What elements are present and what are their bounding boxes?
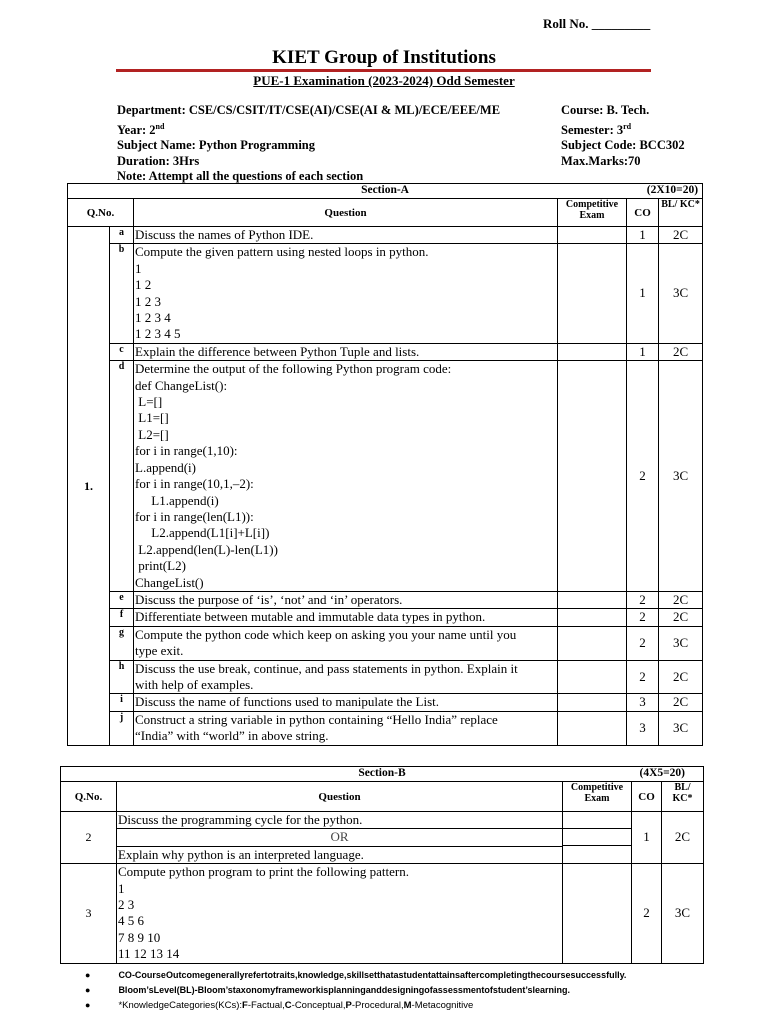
bl-value: 3C xyxy=(659,711,703,745)
question-letter: b xyxy=(110,244,134,343)
qno-header: Q.No. xyxy=(68,199,134,227)
question-line: 7 8 9 10 xyxy=(118,929,161,945)
question-1-row xyxy=(68,244,703,343)
question-line: for i in range(10,1,–2): xyxy=(135,476,254,492)
question-line: Discuss the name of functions used to manipulate the List. xyxy=(135,694,439,710)
competitive-exam-cell xyxy=(558,711,627,745)
question-line: Discuss the names of Python IDE. xyxy=(135,227,314,242)
question-line: Compute the python code which keep on asking you your name until you xyxy=(135,626,517,642)
max-marks: Max.Marks:70 xyxy=(561,153,641,168)
competitive-exam-cell xyxy=(558,660,627,694)
question-letter: g xyxy=(110,626,134,660)
bl-value: 2C xyxy=(659,694,703,711)
q3-co: 2 xyxy=(632,864,662,963)
roll-number: Roll No. _________ xyxy=(543,16,651,31)
section-a-table xyxy=(67,183,703,746)
question-line: “India” with “world” in above string. xyxy=(135,728,329,744)
question-text xyxy=(134,609,558,626)
meta-left xyxy=(117,103,500,185)
question-line: Compute python program to print the following pattern. xyxy=(118,864,410,880)
question-line: 1 2 3 4 5 xyxy=(135,326,181,342)
competitive-exam-cell xyxy=(558,244,627,343)
question-line: Discuss the purpose of ‘is’, ‘not’ and ‘in’ operators. xyxy=(135,591,403,607)
q2-or: OR xyxy=(117,829,562,846)
b-competitive-header: Competitive Exam xyxy=(563,782,632,812)
question-line: L.append(i) xyxy=(135,459,197,475)
subject-name: Subject Name: Python Programming xyxy=(117,138,316,153)
co-value: 2 xyxy=(627,626,659,660)
question-text xyxy=(134,711,558,745)
q3-number: 3 xyxy=(61,864,117,963)
semester: Semester: 3rd xyxy=(561,121,632,137)
question-text xyxy=(134,660,558,694)
question-1-row xyxy=(68,343,703,360)
exam-title: PUE-1 Examination (2023-2024) Odd Semester xyxy=(253,73,515,88)
section-b-marks: (4X5=20) xyxy=(639,767,686,779)
question-line: with help of examples. xyxy=(135,676,254,692)
question-1-row xyxy=(68,660,703,694)
question-1-row xyxy=(68,227,703,244)
competitive-exam-cell xyxy=(558,591,627,608)
subject-code: Subject Code: BCC302 xyxy=(561,138,685,153)
b-co-header: CO xyxy=(632,782,662,812)
question-1-row xyxy=(68,694,703,711)
co-value: 1 xyxy=(627,343,659,360)
question-letter: i xyxy=(110,694,134,711)
question-line: 1 xyxy=(135,260,142,276)
question-line: L2=[] xyxy=(135,426,169,442)
question-header: Question xyxy=(134,199,558,227)
competitive-exam-cell xyxy=(558,609,627,626)
bl-value: 2C xyxy=(659,227,703,244)
question-text xyxy=(134,227,558,244)
b-question-header: Question xyxy=(117,782,563,812)
bl-value: 2C xyxy=(659,591,703,608)
question-line: L1.append(i) xyxy=(135,492,219,508)
question-text xyxy=(134,694,558,711)
question-line: 1 xyxy=(118,880,125,896)
section-a-title-row xyxy=(68,184,703,199)
question-1-row xyxy=(68,626,703,660)
title-divider xyxy=(116,69,651,72)
co-value: 1 xyxy=(627,244,659,343)
question-line: print(L2) xyxy=(135,558,186,574)
question-line: for i in range(len(L1)): xyxy=(135,508,254,524)
q2-part2: Explain why python is an interpreted language. xyxy=(118,846,364,862)
question-letter: c xyxy=(110,343,134,360)
bl-value: 2C xyxy=(659,660,703,694)
bl-value: 3C xyxy=(659,361,703,592)
co-value: 3 xyxy=(627,694,659,711)
department: Department: CSE/CS/CSIT/IT/CSE(AI)/CSE(AI & ML)/ECE/EEE/ME xyxy=(117,103,501,117)
meta-right xyxy=(561,103,685,169)
course: Course: B. Tech. xyxy=(561,103,650,117)
question-line: L2.append(L1[i]+L[i]) xyxy=(135,525,270,541)
question-line: L=[] xyxy=(135,394,163,410)
question-number: 1. xyxy=(68,227,110,746)
question-line: Differentiate between mutable and immutable data types in python. xyxy=(135,609,486,625)
b-qno-header: Q.No. xyxy=(61,782,117,812)
co-header: CO xyxy=(627,199,659,227)
q2-competitive xyxy=(563,812,632,864)
question-line: Explain the difference between Python Tuple and lists. xyxy=(135,343,420,359)
co-value: 3 xyxy=(627,711,659,745)
bl-value: 2C xyxy=(659,343,703,360)
question-line: 1 2 xyxy=(135,277,152,293)
question-line: type exit. xyxy=(135,643,184,659)
q3-competitive xyxy=(563,864,632,963)
question-letter: j xyxy=(110,711,134,745)
question-1-row xyxy=(68,609,703,626)
co-value: 2 xyxy=(627,609,659,626)
b-bl-header: BL/ KC* xyxy=(662,782,704,812)
question-line: Discuss the use break, continue, and pass statements in python. Explain it xyxy=(135,660,518,676)
question-line: 11 12 13 14 xyxy=(118,946,180,962)
competitive-header: Competitive Exam xyxy=(558,199,627,227)
section-b-title: Section-B xyxy=(358,767,406,779)
question-line: 2 3 xyxy=(118,897,135,913)
footer-bl-note: ● Bloom’sLevel(BL)-Bloom’staxonomyframeworkisplanninganddesigningofassessmentofstudent’slearning. xyxy=(85,985,571,995)
question-letter: h xyxy=(110,660,134,694)
question-text xyxy=(134,361,558,592)
co-value: 1 xyxy=(627,227,659,244)
question-letter: f xyxy=(110,609,134,626)
question-line: 1 2 3 xyxy=(135,293,161,309)
question-line: 4 5 6 xyxy=(118,913,144,929)
q2-question xyxy=(117,812,563,864)
question-line: Determine the output of the following Python program code: xyxy=(135,361,452,377)
co-value: 2 xyxy=(627,361,659,592)
question-letter: d xyxy=(110,361,134,592)
section-b-table xyxy=(60,766,704,964)
institution-title: KIET Group of Institutions xyxy=(272,47,496,68)
question-letter: e xyxy=(110,591,134,608)
question-1-row xyxy=(68,361,703,592)
bl-value: 3C xyxy=(659,244,703,343)
note: Note: Attempt all the questions of each section xyxy=(117,169,364,184)
question-line: Construct a string variable in python containing “Hello India” replace xyxy=(135,711,498,727)
question-1-row xyxy=(68,711,703,745)
question-line: def ChangeList(): xyxy=(135,377,228,393)
competitive-exam-cell xyxy=(558,343,627,360)
q2-number: 2 xyxy=(61,812,117,864)
section-a-marks: (2X10=20) xyxy=(646,184,699,196)
question-line: ChangeList() xyxy=(135,574,204,590)
question-text xyxy=(134,626,558,660)
competitive-exam-cell xyxy=(558,694,627,711)
section-b-title-row xyxy=(61,767,704,782)
question-3-row xyxy=(61,864,704,963)
bl-value: 3C xyxy=(659,626,703,660)
year: Year: 2nd xyxy=(117,121,165,137)
section-a-title: Section-A xyxy=(361,184,409,196)
question-letter: a xyxy=(110,227,134,244)
footer-notes xyxy=(85,965,755,1010)
question-2-row xyxy=(61,812,704,864)
footer-kc-note: ● *KnowledgeCategories(KCs):F-Factual,C-Conceptual,P-Procedural,M-Metacognitive xyxy=(85,1000,474,1011)
question-line: L2.append(len(L)-len(L1)) xyxy=(135,541,278,557)
q2-co: 1 xyxy=(632,812,662,864)
question-text xyxy=(134,244,558,343)
question-1-row xyxy=(68,591,703,608)
footer-co-note: ● CO-CourseOutcomegenerallyrefertotraits,knowledge,skillsetthatastudentattainsaftercompletingthecoursesuccessfully. xyxy=(85,970,627,980)
q3-bl: 3C xyxy=(662,864,704,963)
competitive-exam-cell xyxy=(558,626,627,660)
q3-question xyxy=(117,864,563,963)
question-line: Compute the given pattern using nested loops in python. xyxy=(135,244,429,260)
question-line: for i in range(1,10): xyxy=(135,443,238,459)
question-line: 1 2 3 4 xyxy=(135,310,171,326)
bl-value: 2C xyxy=(659,609,703,626)
co-value: 2 xyxy=(627,591,659,608)
bl-header: BL/ KC* xyxy=(659,199,703,227)
question-text xyxy=(134,343,558,360)
question-text xyxy=(134,591,558,608)
duration: Duration: 3Hrs xyxy=(117,153,200,168)
q2-bl: 2C xyxy=(662,812,704,864)
q2-part1: Discuss the programming cycle for the python. xyxy=(117,812,562,829)
question-line: L1=[] xyxy=(135,410,169,426)
co-value: 2 xyxy=(627,660,659,694)
competitive-exam-cell xyxy=(558,227,627,244)
competitive-exam-cell xyxy=(558,361,627,592)
